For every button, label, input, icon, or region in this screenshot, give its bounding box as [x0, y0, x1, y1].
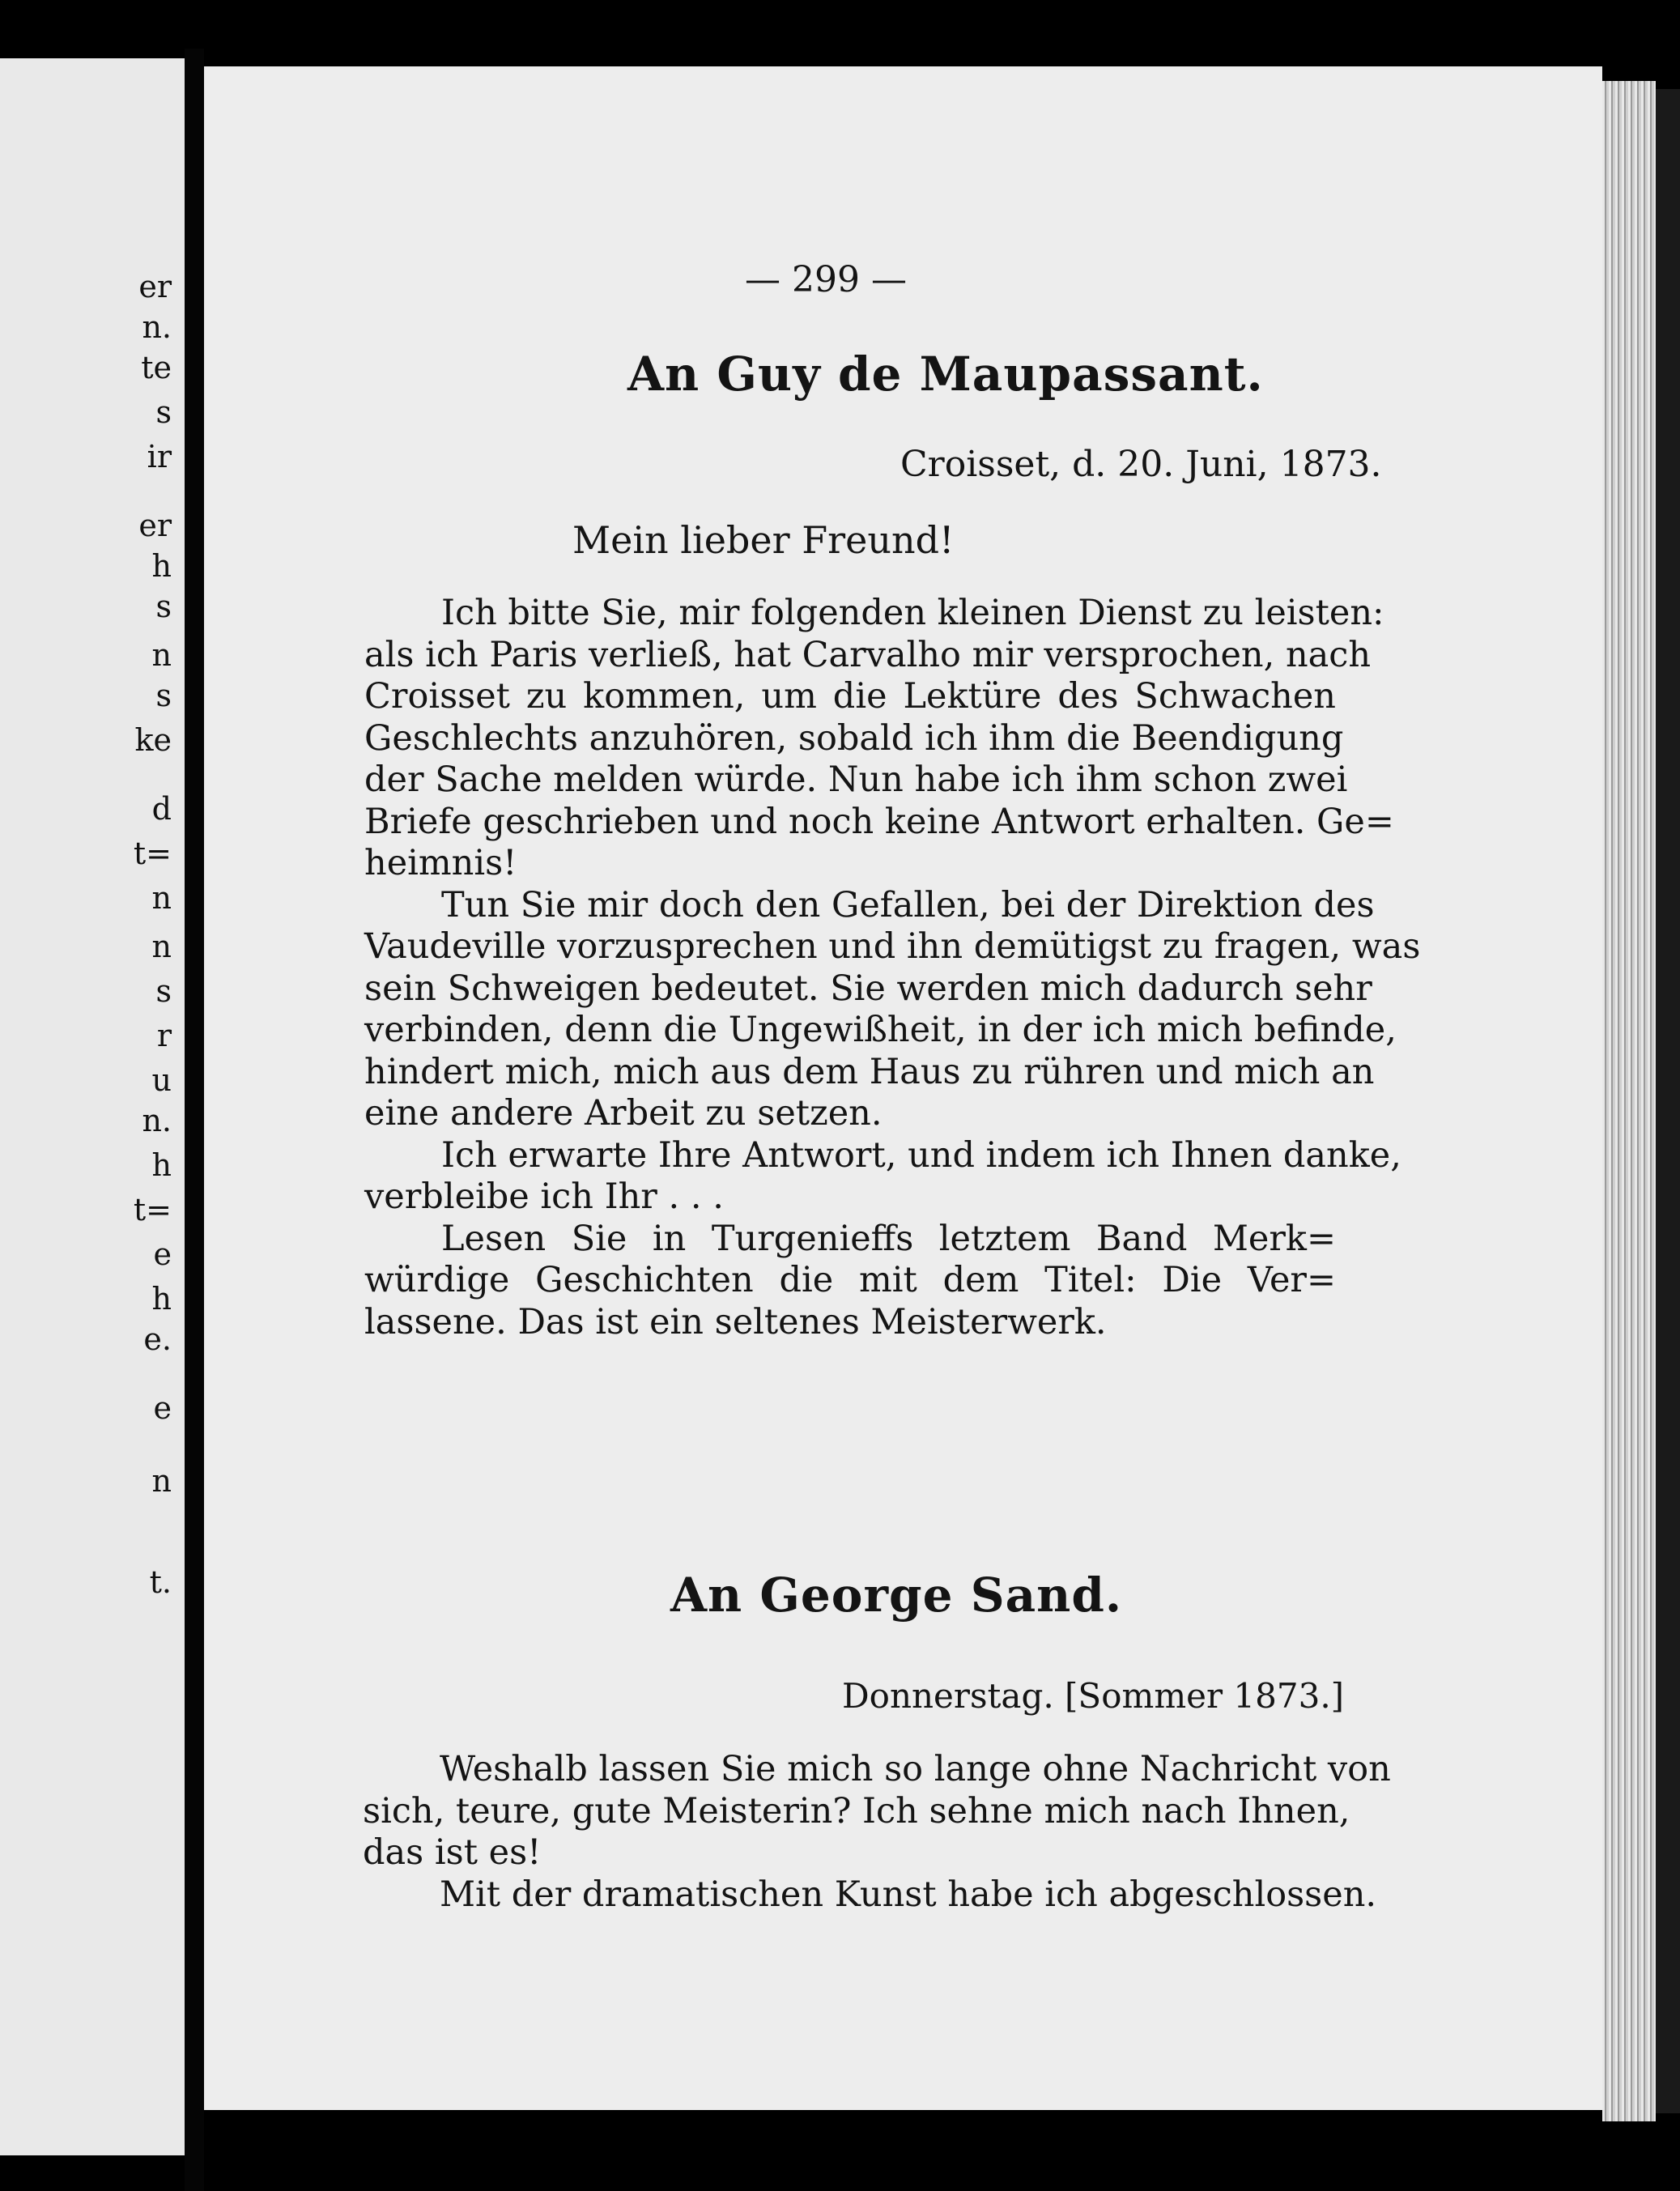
left-page-text-fragment: t=	[133, 836, 172, 871]
text-line: der Sache melden würde. Nun habe ich ihm schon zwei	[364, 759, 1348, 800]
page-block-edges	[1602, 81, 1656, 2121]
text-line: hindert mich, mich aus dem Haus zu rühren und mich an	[364, 1051, 1375, 1092]
text-line: Lesen Sie in Turgenieffs letztem Band Merk=	[441, 1218, 1336, 1259]
text-line: verbleibe ich Ihr . . .	[364, 1176, 724, 1217]
text-line: Vaudeville vorzusprechen und ihn demütigst zu fragen, was	[364, 926, 1421, 967]
text-line: Briefe geschrieben und noch keine Antwort erhalten. Ge=	[364, 801, 1394, 842]
left-page-text-fragment: u	[151, 1062, 172, 1098]
text-line: Ich erwarte Ihre Antwort, und indem ich Ihnen danke,	[441, 1134, 1401, 1176]
left-page-text-fragment: e	[153, 1390, 172, 1426]
left-page-text-fragment: n	[151, 880, 172, 916]
text-line: das ist es!	[363, 1832, 542, 1873]
text-line: Weshalb lassen Sie mich so lange ohne Nachricht von	[440, 1749, 1391, 1789]
text-line: heimnis!	[364, 843, 517, 883]
letter-1-heading: An Guy de Maupassant.	[627, 347, 1264, 402]
left-page-text-fragment: n	[151, 637, 172, 673]
left-page-text-fragment: n	[151, 929, 172, 964]
text-line: Mit der dramatischen Kunst habe ich abgeschlossen.	[440, 1874, 1377, 1915]
left-page-text-fragment: h	[151, 1147, 172, 1183]
page-number: — 299 —	[745, 259, 907, 300]
book-edge-shadow	[1656, 89, 1680, 2113]
left-page-text-fragment: h	[151, 548, 172, 584]
left-page-text-fragment: er	[138, 508, 172, 543]
letter-1-place-date: Croisset, d. 20. Juni, 1873.	[900, 444, 1382, 485]
left-page-text-fragment: ke	[134, 722, 172, 758]
left-page-text-fragment: s	[155, 973, 172, 1009]
left-page-text-fragment: n	[151, 1463, 172, 1499]
left-page-text-fragment: ir	[147, 439, 172, 474]
left-page-text-fragment: e.	[143, 1321, 172, 1357]
book-gutter	[185, 49, 204, 2191]
left-page-text-fragment: s	[155, 589, 172, 624]
text-line: als ich Paris verließ, hat Carvalho mir versprochen, nach	[364, 634, 1372, 675]
text-line: Croisset zu kommen, um die Lektüre des Schwachen	[364, 676, 1336, 717]
text-line: Tun Sie mir doch den Gefallen, bei der Direktion des	[441, 884, 1375, 925]
left-page-text-fragment: s	[155, 678, 172, 713]
text-line: lassene. Das ist ein seltenes Meisterwerk.	[364, 1301, 1107, 1342]
letter-2-heading: An George Sand.	[670, 1568, 1123, 1623]
left-page-text-fragment: er	[138, 269, 172, 304]
left-page-text-fragment: t=	[133, 1192, 172, 1227]
text-line: würdige Geschichten die mit dem Titel: Die Ver=	[364, 1260, 1336, 1300]
text-line: sich, teure, gute Meisterin? Ich sehne mich nach Ihnen,	[363, 1790, 1350, 1832]
text-line: Geschlechts anzuhören, sobald ich ihm die Beendigung	[364, 717, 1344, 759]
left-page-text-fragment: s	[155, 394, 172, 430]
left-page-text-fragment: t.	[149, 1564, 172, 1600]
letter-2-place-date: Donnerstag. [Sommer 1873.]	[842, 1676, 1345, 1716]
left-page-text-fragment: n.	[142, 1103, 172, 1138]
left-page-text-fragment: e	[153, 1236, 172, 1272]
left-page-text-fragment: d	[151, 791, 172, 827]
text-line: eine andere Arbeit zu setzen.	[364, 1093, 883, 1134]
text-line: sein Schweigen bedeutet. Sie werden mich dadurch sehr	[364, 968, 1372, 1009]
letter-1-body	[364, 593, 1421, 1343]
left-page-text-fragment: r	[156, 1018, 172, 1053]
left-facing-page	[0, 58, 185, 2155]
letter-2-body	[363, 1749, 1391, 1916]
left-page-text-fragment: te	[141, 350, 172, 385]
text-line: verbinden, denn die Ungewißheit, in der ich mich befinde,	[364, 1010, 1397, 1050]
letter-1-salutation: Mein lieber Freund!	[572, 518, 955, 562]
left-page-text-fragment: h	[151, 1281, 172, 1317]
text-line: Ich bitte Sie, mir folgenden kleinen Dienst zu leisten:	[441, 593, 1384, 633]
left-page-text-fragment: n.	[142, 309, 172, 345]
